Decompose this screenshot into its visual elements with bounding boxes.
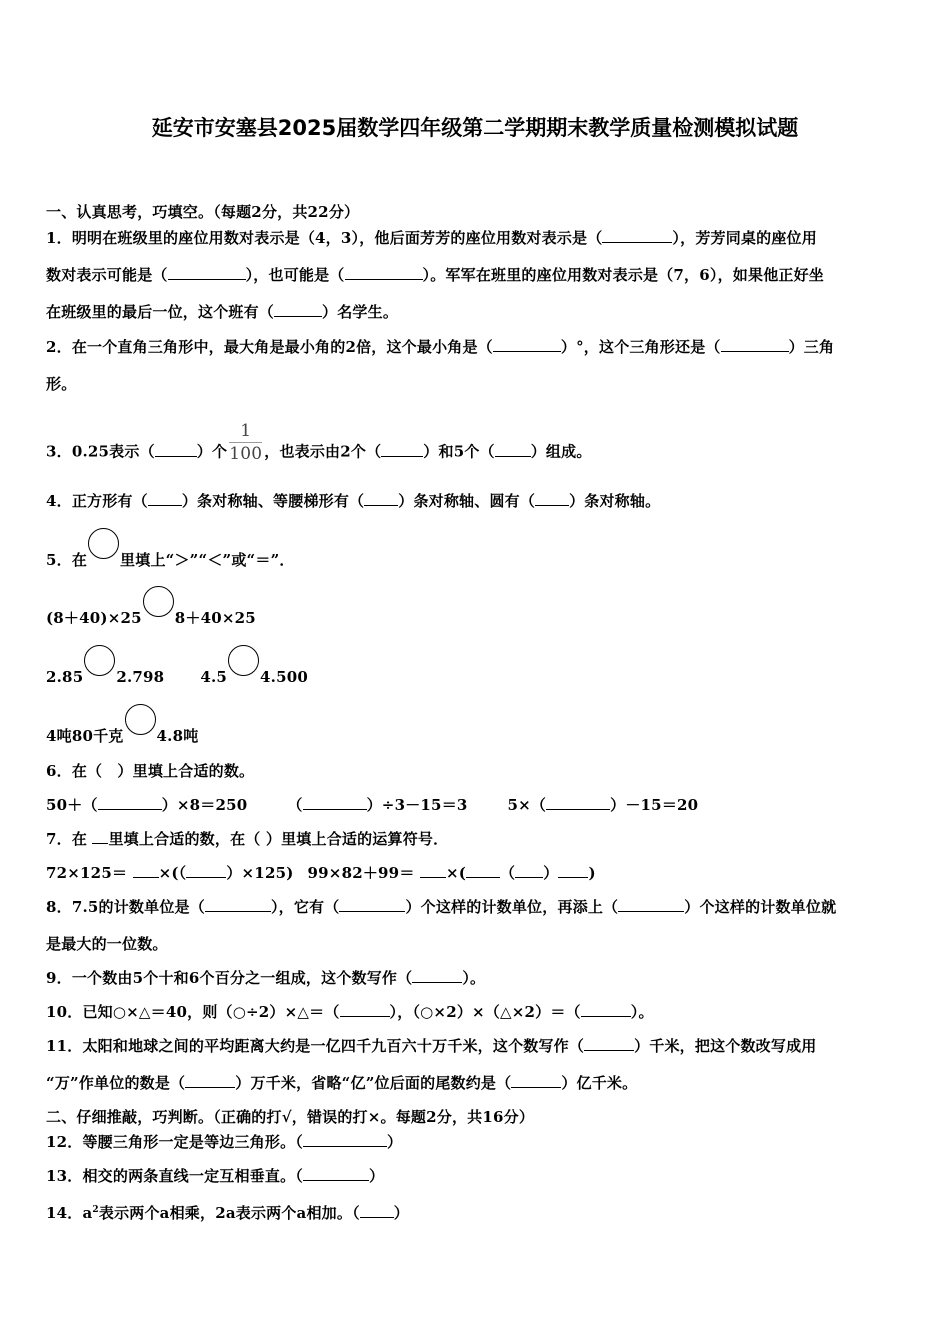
question-4: 4．正方形有（ ）条对称轴、等腰梯形有（ ）条对称轴、圆有（ ）条对称轴。 bbox=[46, 492, 661, 510]
compare-circle[interactable] bbox=[125, 704, 156, 735]
question-7-prompt: 7．在 里填上合适的数，在（ ）里填上合适的运算符号． bbox=[46, 830, 449, 848]
question-10: 10．已知○×△＝40，则（○÷2）×△＝（ ），（○×2）×（△×2）＝（ ）。 bbox=[46, 1003, 654, 1021]
question-2-line-1: 2．在一个直角三角形中，最大角是最小角的2倍，这个最小角是（ ）°，这个三角形还是（ ）三角 bbox=[46, 338, 835, 356]
answer-blank[interactable] bbox=[466, 863, 500, 878]
compare-circle[interactable] bbox=[143, 586, 174, 617]
answer-blank[interactable] bbox=[581, 1002, 631, 1017]
question-1-line-1: 1．明明在班级里的座位用数对表示是（4，3），他后面芳芳的座位用数对表示是（ ），芳芳同桌的座位用 bbox=[46, 229, 817, 247]
answer-blank[interactable] bbox=[420, 863, 446, 878]
answer-blank[interactable] bbox=[721, 337, 789, 352]
answer-blank[interactable] bbox=[618, 897, 684, 912]
answer-blank[interactable] bbox=[584, 1036, 634, 1051]
question-12: 12．等腰三角形一定是等边三角形。（ ） bbox=[46, 1133, 403, 1151]
answer-blank[interactable] bbox=[602, 228, 672, 243]
question-6-equations: 50＋（ ）×8＝250 （ ）÷3－15＝3 5×（ ）－15＝20 bbox=[46, 796, 699, 814]
answer-blank[interactable] bbox=[558, 863, 588, 878]
answer-blank[interactable] bbox=[546, 795, 610, 810]
question-13: 13．相交的两条直线一定互相垂直。（ ） bbox=[46, 1167, 385, 1185]
answer-blank[interactable] bbox=[185, 1073, 235, 1088]
answer-blank[interactable] bbox=[148, 491, 182, 506]
circle-icon bbox=[88, 528, 119, 559]
answer-blank[interactable] bbox=[495, 442, 531, 457]
question-1-line-2: 数对表示可能是（ ），也可能是（ ）。军军在班里的座位用数对表示是（7，6），如果他正好坐 bbox=[46, 266, 824, 284]
answer-blank[interactable] bbox=[274, 302, 322, 317]
answer-blank[interactable] bbox=[412, 968, 462, 983]
answer-blank[interactable] bbox=[205, 897, 271, 912]
section-heading-2: 二、仔细推敲，巧判断。（正确的打√，错误的打×。每题2分，共16分） bbox=[46, 1108, 535, 1126]
answer-blank[interactable] bbox=[381, 442, 423, 457]
section-heading-1: 一、认真思考，巧填空。（每题2分，共22分） bbox=[46, 203, 360, 221]
question-14: 14．$a^2$表示两个a相乘，2a表示两个a相加。（ ） bbox=[46, 1204, 409, 1222]
answer-blank[interactable] bbox=[364, 491, 398, 506]
answer-blank[interactable] bbox=[186, 863, 226, 878]
question-8-line-1: 8．7.5的计数单位是（ ），它有（ ）个这样的计数单位，再添上（ ）个这样的计数单位就 bbox=[46, 898, 837, 916]
answer-blank[interactable] bbox=[98, 795, 162, 810]
answer-blank[interactable] bbox=[339, 897, 405, 912]
question-5: 5．在 里填上“＞”“＜”或“＝”． bbox=[46, 538, 295, 570]
question-11-line-2: “万”作单位的数是（ ）万千米，省略“亿”位后面的尾数约是（ ）亿千米。 bbox=[46, 1074, 638, 1092]
question-11-line-1: 11．太阳和地球之间的平均距离大约是一亿四千九百六十万千米，这个数写作（ ）千米，把这个数改写成用 bbox=[46, 1037, 817, 1055]
page-title: 延安市安塞县2025届数学四年级第二学期期末教学质量检测模拟试题 bbox=[151, 116, 799, 140]
answer-blank[interactable] bbox=[340, 1002, 390, 1017]
question-7-equations: 72×125＝ ×(（ ）×125) 99×82＋99＝ ×( （ ） ) bbox=[46, 864, 596, 882]
answer-blank[interactable] bbox=[303, 1132, 387, 1147]
question-5-item-1: (8＋40)×25 8＋40×25 bbox=[46, 596, 256, 628]
question-8-line-2: 是最大的一位数。 bbox=[46, 935, 168, 953]
answer-blank[interactable] bbox=[515, 863, 543, 878]
compare-circle[interactable] bbox=[84, 645, 115, 676]
question-3: 3．0.25表示（ ）个 $\frac{1}{100}$ ，也表示由2个（ ）和5个（ ）组成。 bbox=[46, 421, 592, 464]
question-2-line-2: 形。 bbox=[46, 375, 77, 393]
answer-blank[interactable] bbox=[360, 1203, 394, 1218]
answer-blank[interactable] bbox=[155, 442, 197, 457]
answer-blank[interactable] bbox=[493, 337, 561, 352]
question-6-prompt: 6．在（ ）里填上合适的数。 bbox=[46, 762, 255, 780]
answer-blank[interactable] bbox=[168, 265, 246, 280]
fraction-one-hundredth: $\frac{1}{100}$ bbox=[229, 421, 263, 464]
answer-blank[interactable] bbox=[345, 265, 423, 280]
compare-circle[interactable] bbox=[228, 645, 259, 676]
question-5-item-4: 4吨80千克 4.8吨 bbox=[46, 714, 198, 746]
answer-blank[interactable] bbox=[303, 1166, 369, 1181]
question-5-item-2: 2.85 2.798 4.5 4.500 bbox=[46, 655, 308, 687]
answer-blank[interactable] bbox=[303, 795, 367, 810]
answer-blank[interactable] bbox=[511, 1073, 561, 1088]
question-9: 9．一个数由5个十和6个百分之一组成，这个数写作（ ）。 bbox=[46, 969, 486, 987]
question-1-line-3: 在班级里的最后一位，这个班有（ ）名学生。 bbox=[46, 303, 399, 321]
answer-blank bbox=[92, 829, 108, 844]
answer-blank[interactable] bbox=[535, 491, 569, 506]
answer-blank[interactable] bbox=[133, 863, 159, 878]
